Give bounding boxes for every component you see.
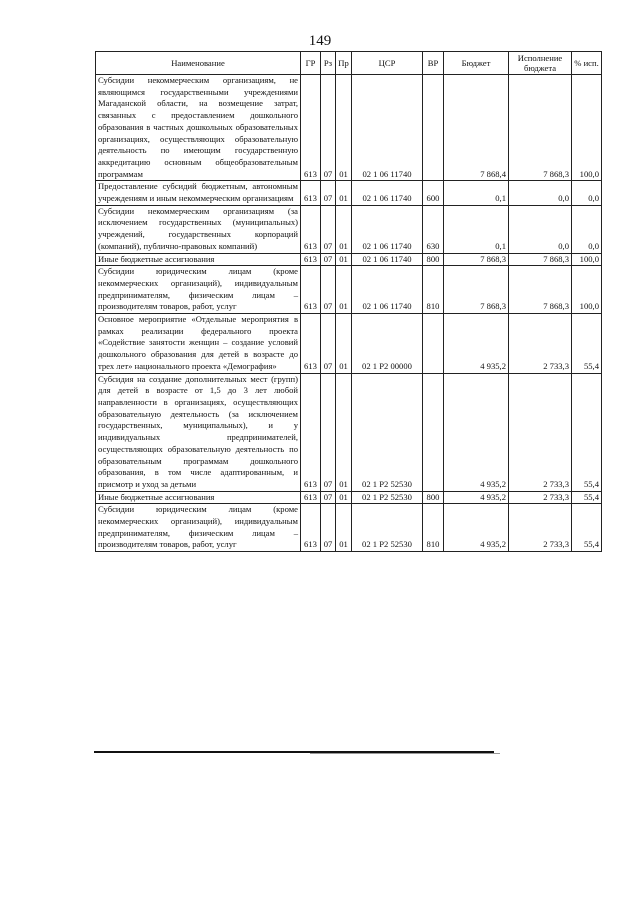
header-execution: Исполнение бюджета — [509, 52, 572, 75]
cell-gr: 613 — [301, 181, 321, 205]
row-name-text: Субсидия на создание дополнительных мест (групп) для детей в возрасте от 1,5 до 3 лет любой направленности в организациях, осуществляющих образовательную деятельность (за исключением государственных, муниципальных), и у индивидуальных предпринимателей, осуществляющих образовательную деятельность по образовательным программам дошкольного образования, в том числе адаптированным, и присмотр и уход за детьми — [98, 373, 298, 489]
cell-csr: 02 1 06 11740 — [352, 253, 423, 266]
cell-budget: 0,1 — [444, 181, 509, 205]
cell-name — [96, 253, 301, 266]
cell-budget: 0,1 — [444, 205, 509, 253]
cell-vr — [423, 314, 444, 374]
cell-name — [96, 266, 301, 314]
table-row — [96, 75, 602, 181]
table-row — [96, 491, 602, 504]
cell-gr: 613 — [301, 75, 321, 181]
cell-pr: 01 — [336, 373, 352, 491]
row-name-text: Субсидии некоммерческим организациям (за исключением государственных (муниципальных) учреждений, государственных корпораций (компаний), публично-правовых компаний) — [98, 205, 298, 251]
cell-execution: 2 733,3 — [509, 491, 572, 504]
header-rz: Рз — [321, 52, 336, 75]
cell-pr: 01 — [336, 314, 352, 374]
cell-gr: 613 — [301, 253, 321, 266]
cell-budget: 4 935,2 — [444, 373, 509, 491]
cell-budget: 4 935,2 — [444, 491, 509, 504]
cell-name — [96, 205, 301, 253]
cell-vr: 630 — [423, 205, 444, 253]
cell-gr: 613 — [301, 491, 321, 504]
cell-percent: 0,0 — [572, 205, 602, 253]
footer-rule-thin — [310, 753, 500, 754]
table-row — [96, 253, 602, 266]
cell-pr: 01 — [336, 504, 352, 552]
cell-csr: 02 1 P2 52530 — [352, 491, 423, 504]
cell-vr: 810 — [423, 266, 444, 314]
cell-rz: 07 — [321, 181, 336, 205]
cell-rz: 07 — [321, 491, 336, 504]
row-name-text: Субсидии юридическим лицам (кроме некоммерческих организаций), индивидуальным предпринимателям, физическим лицам – производителям товаров, работ, услуг — [98, 504, 298, 550]
cell-budget: 7 868,4 — [444, 75, 509, 181]
cell-vr: 600 — [423, 181, 444, 205]
cell-name — [96, 491, 301, 504]
cell-percent: 0,0 — [572, 181, 602, 205]
cell-vr — [423, 75, 444, 181]
cell-rz: 07 — [321, 253, 336, 266]
cell-execution: 7 868,3 — [509, 253, 572, 266]
row-name-text: Субсидии юридическим лицам (кроме некоммерческих организаций), индивидуальным предпринимателям, физическим лицам – производителям товаров, работ, услуг — [98, 266, 298, 312]
cell-csr: 02 1 06 11740 — [352, 205, 423, 253]
cell-execution: 0,0 — [509, 205, 572, 253]
cell-gr: 613 — [301, 373, 321, 491]
header-percent: % исп. — [572, 52, 602, 75]
cell-name — [96, 373, 301, 491]
cell-budget: 4 935,2 — [444, 504, 509, 552]
cell-percent: 55,4 — [572, 491, 602, 504]
header-name: Наименование — [96, 52, 301, 75]
cell-execution: 2 733,3 — [509, 314, 572, 374]
table-row — [96, 181, 602, 205]
row-name-text: Иные бюджетные ассигнования — [98, 491, 215, 502]
page-number: 149 — [308, 33, 332, 49]
cell-budget: 7 868,3 — [444, 253, 509, 266]
table-row — [96, 373, 602, 491]
cell-csr: 02 1 P2 52530 — [352, 373, 423, 491]
cell-pr: 01 — [336, 491, 352, 504]
cell-percent: 55,4 — [572, 314, 602, 374]
cell-pr: 01 — [336, 205, 352, 253]
cell-execution: 7 868,3 — [509, 266, 572, 314]
row-name-text: Иные бюджетные ассигнования — [98, 253, 215, 264]
cell-gr: 613 — [301, 314, 321, 374]
cell-vr: 800 — [423, 491, 444, 504]
cell-name — [96, 504, 301, 552]
row-name-text: Предоставление субсидий бюджетным, автономным учреждениям и иным некоммерческим организациям — [98, 181, 298, 204]
cell-percent: 100,0 — [572, 75, 602, 181]
cell-rz: 07 — [321, 75, 336, 181]
budget-table — [95, 51, 602, 552]
cell-rz: 07 — [321, 373, 336, 491]
table-row — [96, 205, 602, 253]
cell-pr: 01 — [336, 253, 352, 266]
cell-pr: 01 — [336, 181, 352, 205]
cell-execution: 0,0 — [509, 181, 572, 205]
cell-rz: 07 — [321, 205, 336, 253]
cell-vr: 810 — [423, 504, 444, 552]
cell-execution: 7 868,3 — [509, 75, 572, 181]
header-budget: Бюджет — [444, 52, 509, 75]
table-row — [96, 266, 602, 314]
cell-name — [96, 314, 301, 374]
cell-csr: 02 1 06 11740 — [352, 75, 423, 181]
row-name-text: Субсидии некоммерческим организациям, не являющимся государственными учреждениями Магаданской области, на возмещение затрат, связанных с предоставлением дошкольного образования в частных дошкольных образовательных организациях, осуществляющих образовательную деятельность по имеющим государственную аккредитацию основным общеобразовательным программам — [98, 75, 298, 179]
cell-rz: 07 — [321, 314, 336, 374]
cell-budget: 4 935,2 — [444, 314, 509, 374]
cell-percent: 100,0 — [572, 266, 602, 314]
cell-vr: 800 — [423, 253, 444, 266]
cell-execution: 2 733,3 — [509, 504, 572, 552]
cell-csr: 02 1 P2 00000 — [352, 314, 423, 374]
cell-percent: 55,4 — [572, 504, 602, 552]
header-csr: ЦСР — [352, 52, 423, 75]
table-row — [96, 504, 602, 552]
cell-rz: 07 — [321, 504, 336, 552]
cell-percent: 100,0 — [572, 253, 602, 266]
cell-budget: 7 868,3 — [444, 266, 509, 314]
cell-gr: 613 — [301, 205, 321, 253]
cell-name — [96, 181, 301, 205]
cell-name — [96, 75, 301, 181]
cell-pr: 01 — [336, 266, 352, 314]
cell-vr — [423, 373, 444, 491]
cell-execution: 2 733,3 — [509, 373, 572, 491]
cell-csr: 02 1 06 11740 — [352, 181, 423, 205]
row-name-text: Основное мероприятие «Отдельные мероприятия в рамках реализации федерального проекта «Содействие занятости женщин – создание условий дошкольного образования для детей в возрасте до трех лет» национального проекта «Демография» — [98, 314, 298, 371]
cell-csr: 02 1 P2 52530 — [352, 504, 423, 552]
cell-csr: 02 1 06 11740 — [352, 266, 423, 314]
cell-percent: 55,4 — [572, 373, 602, 491]
cell-gr: 613 — [301, 266, 321, 314]
cell-gr: 613 — [301, 504, 321, 552]
header-vr: ВР — [423, 52, 444, 75]
header-gr: ГР — [301, 52, 321, 75]
table-body — [96, 75, 602, 552]
table-header-row — [96, 52, 602, 75]
table-row — [96, 314, 602, 374]
cell-rz: 07 — [321, 266, 336, 314]
cell-pr: 01 — [336, 75, 352, 181]
header-pr: Пр — [336, 52, 352, 75]
